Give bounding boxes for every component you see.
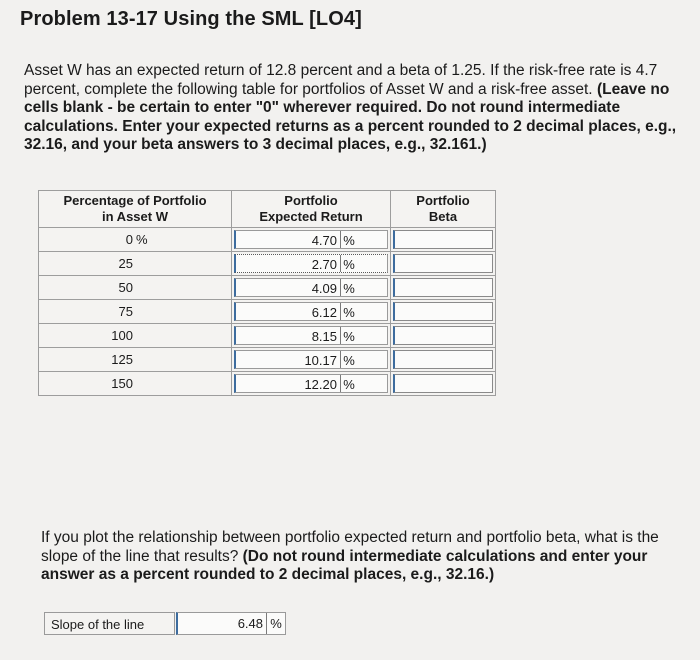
expected-return-input[interactable] [234, 326, 388, 345]
expected-return-value: 2.70 [311, 257, 337, 272]
question-instructions: (Do not round intermediate calculations and enter your answer as a percent rounded to 2 decimal places, e.g., 32.16.) [41, 547, 648, 583]
header-return-line1: Portfolio [284, 193, 338, 208]
slope-input[interactable] [176, 612, 286, 635]
percentage-value: 50 [118, 280, 133, 295]
problem-statement [24, 62, 686, 155]
expected-return-value: 10.17 [304, 353, 337, 368]
percentage-cell [39, 300, 232, 324]
expected-return-unit: % [340, 303, 357, 320]
expected-return-unit: % [340, 375, 357, 392]
slope-value: 6.48 [237, 616, 263, 631]
percentage-value: 100 [111, 328, 133, 343]
expected-return-value: 8.15 [311, 329, 337, 344]
beta-input[interactable] [393, 326, 493, 345]
beta-input[interactable] [393, 302, 493, 321]
question-text: If you plot the relationship between portfolio expected return and portfolio beta, what is the slope of the line that results? [41, 529, 659, 565]
expected-return-cell [232, 252, 391, 276]
percentage-value: 125 [111, 352, 133, 367]
expected-return-cell [232, 300, 391, 324]
percentage-cell [39, 348, 232, 372]
expected-return-cell [232, 324, 391, 348]
percentage-cell [39, 228, 232, 252]
header-beta [391, 191, 496, 228]
header-beta-line2: Beta [428, 209, 458, 224]
percentage-value: 25 [118, 256, 133, 271]
beta-input[interactable] [393, 278, 493, 297]
header-expected-return [232, 191, 391, 228]
beta-cell [391, 276, 496, 300]
expected-return-cell [232, 228, 391, 252]
header-beta-line1: Portfolio [416, 193, 470, 208]
header-percentage-line1: Percentage of Portfolio [63, 193, 207, 208]
expected-return-input[interactable] [234, 302, 388, 321]
percentage-cell [39, 276, 232, 300]
table-row [39, 252, 496, 276]
percentage-cell [39, 324, 232, 348]
expected-return-cell [232, 276, 391, 300]
expected-return-cell [232, 372, 391, 396]
percentage-unit: % [136, 232, 148, 247]
beta-input[interactable] [393, 230, 493, 249]
expected-return-unit: % [340, 231, 357, 248]
beta-cell [391, 228, 496, 252]
header-return-line2: Expected Return [259, 209, 363, 224]
expected-return-value: 4.70 [311, 233, 337, 248]
beta-input[interactable] [393, 350, 493, 369]
expected-return-unit: % [340, 255, 357, 272]
table-row [39, 324, 496, 348]
expected-return-unit: % [340, 327, 357, 344]
table-row [39, 276, 496, 300]
beta-input[interactable] [393, 374, 493, 393]
beta-cell [391, 300, 496, 324]
problem-instructions: (Leave no cells blank - be certain to enter "0" wherever required. Do not round intermediate calculations. Enter your expected returns as a percent rounded to 2 decimal places, e.g., 32.16, and your beta answers to 3 decimal places, e.g., 32.161.) [24, 80, 677, 153]
slope-question [41, 529, 681, 585]
slope-label: Slope of the line [44, 612, 175, 635]
percentage-cell [39, 372, 232, 396]
beta-input[interactable] [393, 254, 493, 273]
header-percentage-line2: in Asset W [102, 209, 168, 224]
problem-intro: Asset W has an expected return of 12.8 percent and a beta of 1.25. If the risk-free rate is 4.7 percent, complete the following table for portfolios of Asset W and a risk-free asset. [24, 62, 658, 98]
beta-cell [391, 252, 496, 276]
beta-cell [391, 372, 496, 396]
expected-return-value: 12.20 [304, 377, 337, 392]
expected-return-input[interactable] [234, 278, 388, 297]
portfolio-table [38, 190, 496, 396]
table-row [39, 228, 496, 252]
expected-return-input[interactable] [234, 230, 388, 249]
expected-return-unit: % [340, 279, 357, 296]
expected-return-input[interactable] [234, 350, 388, 369]
beta-cell [391, 348, 496, 372]
header-percentage [39, 191, 232, 228]
table-row [39, 372, 496, 396]
expected-return-unit: % [340, 351, 357, 368]
percentage-value: 75 [118, 304, 133, 319]
expected-return-value: 4.09 [311, 281, 337, 296]
page-title: Problem 13-17 Using the SML [LO4] [20, 8, 362, 30]
expected-return-input[interactable] [234, 374, 388, 393]
percentage-value: 150 [111, 376, 133, 391]
percentage-value: 0 [125, 232, 133, 247]
expected-return-input[interactable] [234, 254, 388, 273]
table-row [39, 348, 496, 372]
slope-unit: % [266, 613, 285, 634]
percentage-cell [39, 252, 232, 276]
expected-return-cell [232, 348, 391, 372]
beta-cell [391, 324, 496, 348]
table-row [39, 300, 496, 324]
expected-return-value: 6.12 [311, 305, 337, 320]
